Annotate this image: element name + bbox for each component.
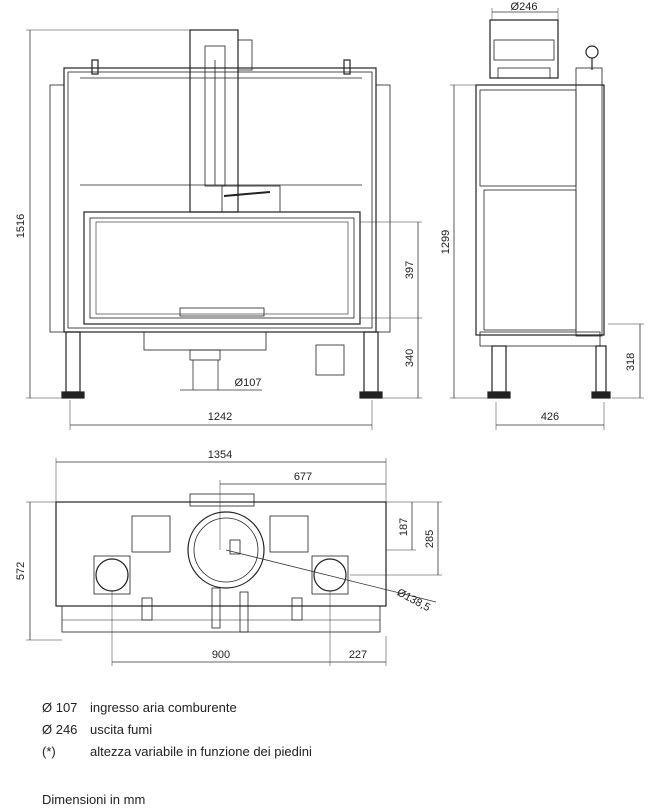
dim-900: 900 bbox=[211, 649, 231, 661]
dim-227: 227 bbox=[348, 649, 368, 661]
dim-air-inlet: Ø107 bbox=[234, 377, 262, 389]
dim-426: 426 bbox=[540, 411, 560, 423]
dim-572: 572 bbox=[15, 561, 27, 581]
legend-symbol: Ø 107 bbox=[42, 700, 78, 715]
dim-duct: Ø138,5 bbox=[394, 586, 433, 615]
dim-1299: 1299 bbox=[440, 229, 452, 255]
front-dimensions bbox=[26, 30, 422, 430]
side-dimensions bbox=[450, 8, 644, 430]
legend-row bbox=[42, 700, 312, 722]
dim-187: 187 bbox=[398, 517, 410, 537]
dim-flue-top: Ø246 bbox=[510, 1, 538, 13]
plan-view bbox=[56, 494, 386, 632]
units-note: Dimensioni in mm bbox=[42, 792, 146, 807]
side-view bbox=[476, 20, 610, 398]
legend-text: altezza variabile in funzione dei piedini bbox=[90, 744, 312, 759]
legend-symbol: (*) bbox=[42, 744, 56, 759]
front-view bbox=[50, 30, 390, 398]
dim-1242: 1242 bbox=[207, 411, 233, 423]
dim-318: 318 bbox=[625, 352, 637, 372]
dim-1354: 1354 bbox=[207, 449, 233, 461]
plan-dimensions bbox=[26, 458, 442, 666]
legend-text: uscita fumi bbox=[90, 722, 153, 737]
dim-1516: 1516 bbox=[15, 213, 27, 239]
legend-text: ingresso aria comburente bbox=[90, 700, 237, 715]
dim-677: 677 bbox=[293, 471, 313, 483]
legend bbox=[42, 700, 312, 766]
dim-285: 285 bbox=[424, 529, 436, 549]
dim-340: 340 bbox=[404, 348, 416, 368]
legend-symbol: Ø 246 bbox=[42, 722, 78, 737]
legend-row bbox=[42, 722, 312, 744]
legend-row bbox=[42, 744, 312, 766]
dim-397: 397 bbox=[404, 260, 416, 280]
